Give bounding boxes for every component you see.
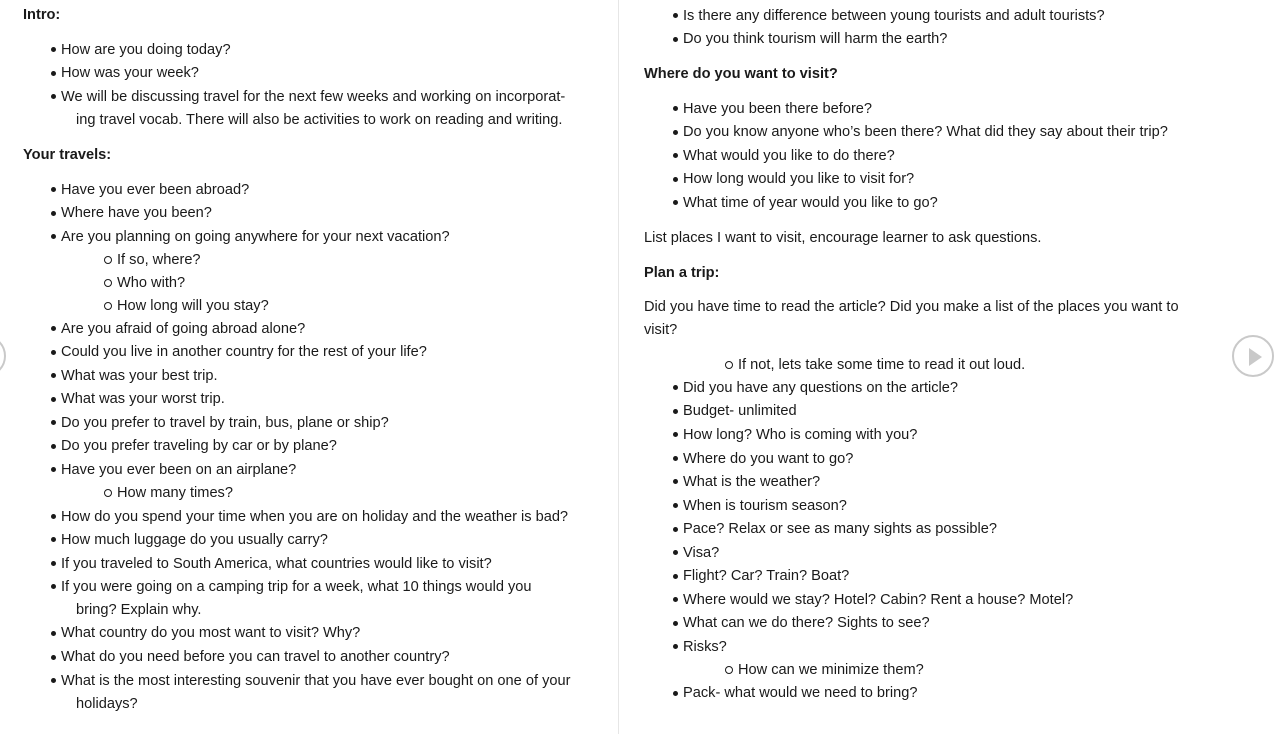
bullet-icon xyxy=(51,514,56,519)
sub-bullet-icon xyxy=(725,361,733,369)
bullet-icon xyxy=(673,385,678,390)
bullet-icon xyxy=(673,177,678,182)
list-item-continuation: ing travel vocab. There will also be activities to work on reading and writing. xyxy=(76,112,563,128)
list-item: What is the weather? xyxy=(683,474,821,490)
list-item: If you were going on a camping trip for a week, what 10 things would you xyxy=(61,579,532,595)
list-item: What is the most interesting souvenir that you have ever bought on one of your xyxy=(61,673,571,689)
bullet-icon xyxy=(51,47,56,52)
bullet-icon xyxy=(673,503,678,508)
bullet-icon xyxy=(51,234,56,239)
bullet-icon xyxy=(673,479,678,484)
list-item: How long would you like to visit for? xyxy=(683,171,915,187)
left-page xyxy=(0,0,619,734)
sub-bullet-icon xyxy=(104,489,112,497)
bullet-icon xyxy=(51,655,56,660)
bullet-icon xyxy=(51,187,56,192)
bullet-icon xyxy=(51,397,56,402)
list-item: What do you need before you can travel to another country? xyxy=(61,649,450,665)
bullet-icon xyxy=(51,584,56,589)
list-item: Could you live in another country for the rest of your life? xyxy=(61,344,427,360)
sub-bullet-icon xyxy=(725,666,733,674)
bullet-icon xyxy=(51,350,56,355)
bullet-icon xyxy=(673,200,678,205)
list-item: What country do you most want to visit? Why? xyxy=(61,625,361,641)
list-item: How do you spend your time when you are on holiday and the weather is bad? xyxy=(61,509,569,525)
bullet-icon xyxy=(51,211,56,216)
sub-bullet-icon xyxy=(104,279,112,287)
list-item: What was your worst trip. xyxy=(61,391,225,407)
list-item: What would you like to do there? xyxy=(683,148,895,164)
sub-list-item: If so, where? xyxy=(117,252,201,268)
bullet-icon xyxy=(673,597,678,602)
your-travels-heading: Your travels: xyxy=(23,147,112,163)
list-item: How was your week? xyxy=(61,65,199,81)
bullet-icon xyxy=(51,373,56,378)
where-visit-heading: Where do you want to visit? xyxy=(644,66,838,82)
list-item-continuation: holidays? xyxy=(76,696,138,712)
list-item: Are you planning on going anywhere for your next vacation? xyxy=(61,229,450,245)
bullet-icon xyxy=(51,537,56,542)
list-item: How much luggage do you usually carry? xyxy=(61,532,328,548)
list-item: Do you know anyone who’s been there? What did they say about their trip? xyxy=(683,124,1168,140)
list-item: Risks? xyxy=(683,639,727,655)
sub-bullet-icon xyxy=(104,256,112,264)
bullet-icon xyxy=(673,644,678,649)
bullet-icon xyxy=(51,420,56,425)
list-item: Have you ever been on an airplane? xyxy=(61,462,297,478)
bullet-icon xyxy=(673,106,678,111)
right-page xyxy=(621,0,1241,734)
sub-list-item: If not, lets take some time to read it out loud. xyxy=(738,357,1026,373)
list-item: Where have you been? xyxy=(61,205,212,221)
plan-paragraph: Did you have time to read the article? Did you make a list of the places you want to xyxy=(644,299,1179,315)
sub-list-item: How can we minimize them? xyxy=(738,662,924,678)
list-item: How long? Who is coming with you? xyxy=(683,427,918,443)
bullet-icon xyxy=(51,444,56,449)
bullet-icon xyxy=(51,467,56,472)
list-item: Did you have any questions on the article? xyxy=(683,380,959,396)
bullet-icon xyxy=(673,550,678,555)
bullet-icon xyxy=(51,71,56,76)
bullet-icon xyxy=(673,621,678,626)
list-item: Is there any difference between young tourists and adult tourists? xyxy=(683,8,1105,24)
bullet-icon xyxy=(673,527,678,532)
bullet-icon xyxy=(673,456,678,461)
list-item: What can we do there? Sights to see? xyxy=(683,615,930,631)
play-circle-icon xyxy=(1249,348,1262,366)
list-item: What was your best trip. xyxy=(61,368,218,384)
bullet-icon xyxy=(673,574,678,579)
list-item: Do you prefer traveling by car or by plane? xyxy=(61,438,337,454)
list-item: What time of year would you like to go? xyxy=(683,195,938,211)
list-item: Visa? xyxy=(683,545,720,561)
list-item: Pace? Relax or see as many sights as possible? xyxy=(683,521,997,537)
sub-list-item: Who with? xyxy=(117,275,186,291)
bullet-icon xyxy=(51,94,56,99)
list-item: Have you been there before? xyxy=(683,101,873,117)
list-item: Have you ever been abroad? xyxy=(61,182,250,198)
bullet-icon xyxy=(51,678,56,683)
sub-list-item: How long will you stay? xyxy=(117,298,269,314)
list-item: Do you think tourism will harm the earth? xyxy=(683,31,948,47)
bullet-icon xyxy=(51,631,56,636)
bullet-icon xyxy=(673,13,678,18)
list-item: Flight? Car? Train? Boat? xyxy=(683,568,850,584)
bullet-icon xyxy=(673,409,678,414)
next-page-button[interactable] xyxy=(1232,335,1274,377)
list-item: When is tourism season? xyxy=(683,498,847,514)
bullet-icon xyxy=(673,37,678,42)
list-places-text: List places I want to visit, encourage learner to ask questions. xyxy=(644,230,1042,246)
list-item: Budget- unlimited xyxy=(683,403,797,419)
list-item-continuation: bring? Explain why. xyxy=(76,602,202,618)
page-divider xyxy=(618,0,619,734)
bullet-icon xyxy=(673,130,678,135)
bullet-icon xyxy=(51,561,56,566)
sub-list-item: How many times? xyxy=(117,485,233,501)
list-item: Do you prefer to travel by train, bus, plane or ship? xyxy=(61,415,389,431)
list-item: Are you afraid of going abroad alone? xyxy=(61,321,306,337)
list-item: Where would we stay? Hotel? Cabin? Rent a house? Motel? xyxy=(683,592,1074,608)
bullet-icon xyxy=(51,326,56,331)
list-item: Pack- what would we need to bring? xyxy=(683,685,918,701)
list-item: If you traveled to South America, what countries would like to visit? xyxy=(61,556,492,572)
intro-heading: Intro: xyxy=(23,7,61,23)
plan-trip-heading: Plan a trip: xyxy=(644,265,720,281)
list-item: How are you doing today? xyxy=(61,42,231,58)
bullet-icon xyxy=(673,153,678,158)
bullet-icon xyxy=(673,691,678,696)
plan-paragraph-continuation: visit? xyxy=(644,322,678,338)
bullet-icon xyxy=(673,432,678,437)
list-item: Where do you want to go? xyxy=(683,451,854,467)
sub-bullet-icon xyxy=(104,302,112,310)
list-item: We will be discussing travel for the next few weeks and working on incorporat- xyxy=(61,89,566,105)
